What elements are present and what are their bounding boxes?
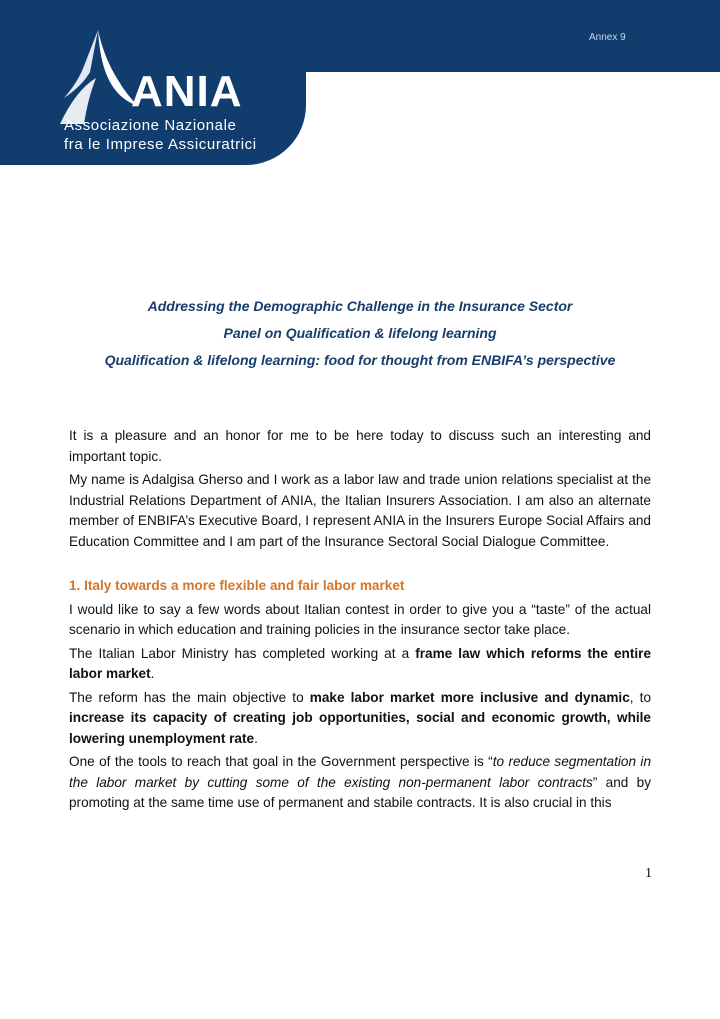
document-titles [0,293,720,374]
logo-subtitle-line2: fra le Imprese Assicuratrici [64,136,257,153]
section-paragraph-4: One of the tools to reach that goal in the Government perspective is “to reduce segmentation in the labor market by cutting some of the existing non-permanent labor contracts” and by promoting at the same time use of permanent and stabile contracts. It is also crucial in this [69,754,651,810]
annex-label: Annex 9 [589,32,626,43]
section-paragraph-2: The Italian Labor Ministry has completed working at a frame law which reforms the entire labor market. [69,645,651,681]
document-body [69,426,651,817]
logo-wordmark: ANIA [131,67,243,116]
title-line1: Addressing the Demographic Challenge in the Insurance Sector [147,298,573,314]
logo-subtitle [64,116,257,154]
title-line3: Qualification & lifelong learning: food for thought from ENBIFA’s perspective [104,352,616,368]
section-paragraph-1: I would like to say a few words about Italian contest in order to give you a “taste” of the actual scenario in which education and training policies in the insurance sector take place. [69,601,651,637]
page-number: 1 [645,866,652,881]
title-line2: Panel on Qualification & lifelong learning [223,325,497,341]
intro-paragraph-1: It is a pleasure and an honor for me to be here today to discuss such an interesting and important topic. [69,428,651,464]
section-paragraph-3: The reform has the main objective to make labor market more inclusive and dynamic, to increase its capacity of creating job opportunities, social and economic growth, while lowering unemployment rate. [69,689,652,746]
logo-subtitle-line1: Associazione Nazionale [64,117,237,134]
section-heading: 1. Italy towards a more flexible and fair labor market [69,578,405,593]
intro-paragraph-2: My name is Adalgisa Gherso and I work as a labor law and trade union relations specialist at the Industrial Relations Department of ANIA, the Italian Insurers Association. I am also an alternate member of ENBIFA’s Executive Board, I represent ANIA in the Insurers Europe Social Affairs and Education Committee and I am part of the Insurance Sectoral Social Dialogue Committee. [69,472,651,549]
